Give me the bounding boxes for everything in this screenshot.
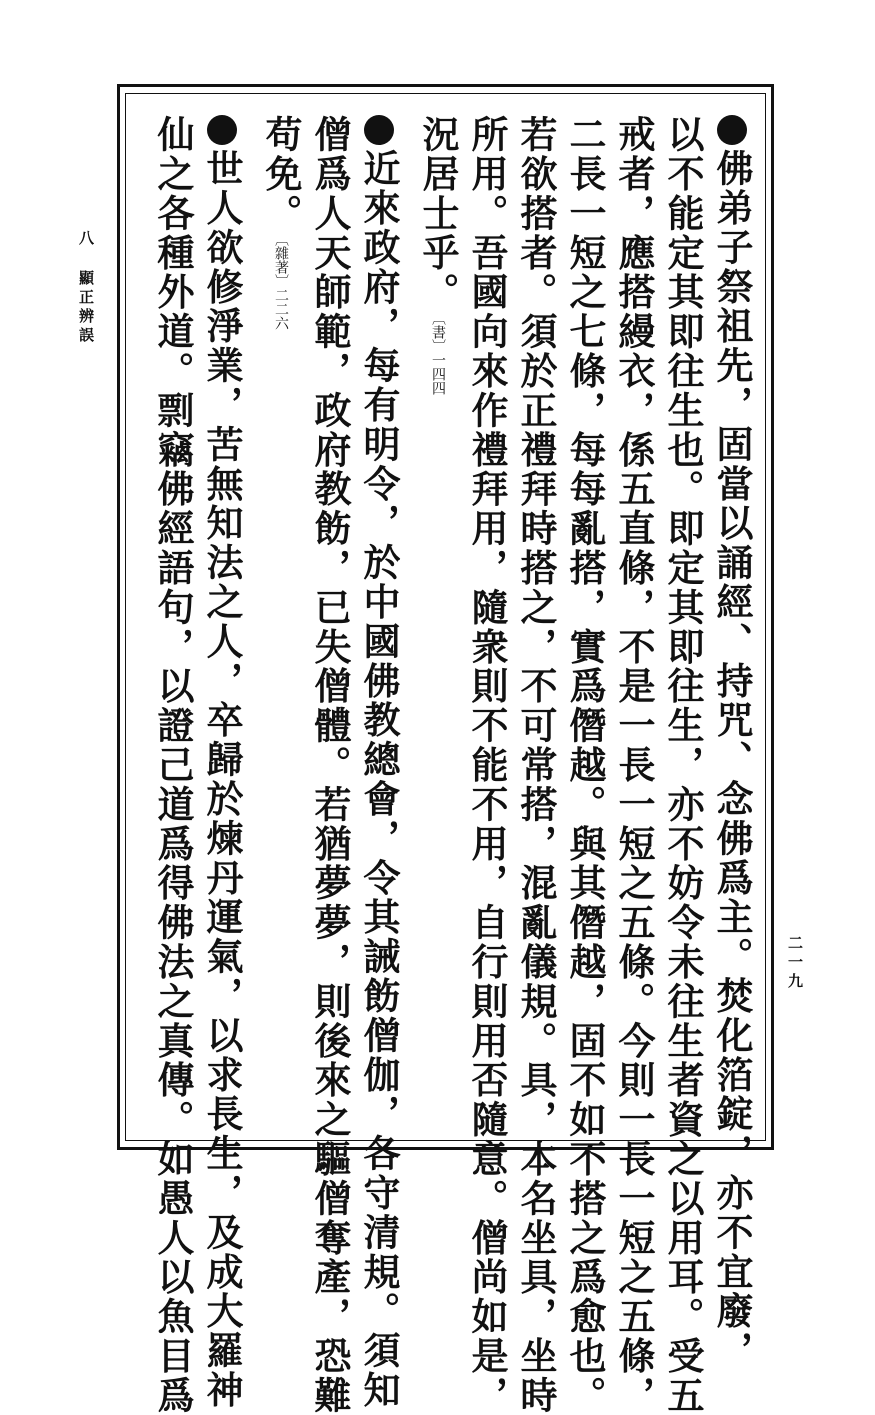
text-line: 戒者，應搭縵衣，係五直條，不是一長一短之五條。今則一長一短之五條， <box>612 115 656 1415</box>
text-line: 所用。吾國向來作禮拜用，隨衆則不能不用，自行則用否隨意。僧尚如是， <box>465 115 509 1415</box>
text-line: 況居士乎。 <box>416 115 460 312</box>
entry-1-line-7 <box>416 115 460 395</box>
entry-3-line-2 <box>151 115 195 1415</box>
text-line: 二長一短之七條，每每亂搭，實爲僭越。與其僭越，固不如不搭之爲愈也。 <box>563 115 607 1415</box>
text-line: 若欲搭者。須於正禮拜時搭之，不可常搭，混亂儀規。具，本名坐具，坐時 <box>514 115 558 1415</box>
text-line: 佛弟子祭祖先，固當以誦經、持咒、念佛爲主。焚化箔錠，亦不宜廢， <box>710 149 754 1371</box>
entry-1-line-5 <box>514 115 558 1415</box>
chapter-marker: 八 <box>77 230 95 249</box>
entry-1-line-3 <box>612 115 656 1415</box>
bullet-icon <box>364 115 394 145</box>
text-line: 苟免。 <box>259 115 303 234</box>
bullet-icon <box>207 115 237 145</box>
source-note: 〔書〕一四四 <box>430 318 446 395</box>
text-line: 僧爲人天師範，政府教飭，已失僧體。若猶夢夢，則後來之驅僧奪產，恐難 <box>308 115 352 1415</box>
text-line: 世人欲修淨業，苦無知法之人，卒歸於煉丹運氣，以求長生，及成大羅神 <box>200 149 244 1410</box>
entry-2-line-3 <box>259 115 303 331</box>
text-line: 仙之各種外道。剽竊佛經語句，以證己道爲得佛法之真傳。如愚人以魚目爲 <box>151 115 195 1415</box>
entry-1-line-1 <box>710 115 754 1371</box>
entry-2-line-1 <box>357 115 401 1410</box>
text-line: 近來政府，每有明令，於中國佛教總會，令其誡飭僧伽，各守清規。須知 <box>357 149 401 1410</box>
entry-2-line-2 <box>308 115 352 1415</box>
page-number: 二一九 <box>786 935 804 992</box>
text-line: 以不能定其即往生也。即定其即往生，亦不妨令未往生者資之以用耳。受五 <box>661 115 705 1415</box>
entry-1-line-6 <box>465 115 509 1415</box>
source-note: 〔雜著〕二二六 <box>273 239 289 331</box>
entry-3-line-1 <box>200 115 244 1410</box>
entry-1-line-4 <box>563 115 607 1415</box>
entry-1-line-2 <box>661 115 705 1415</box>
book-title: 顯正辨誤 <box>77 270 95 346</box>
bullet-icon <box>717 115 747 145</box>
